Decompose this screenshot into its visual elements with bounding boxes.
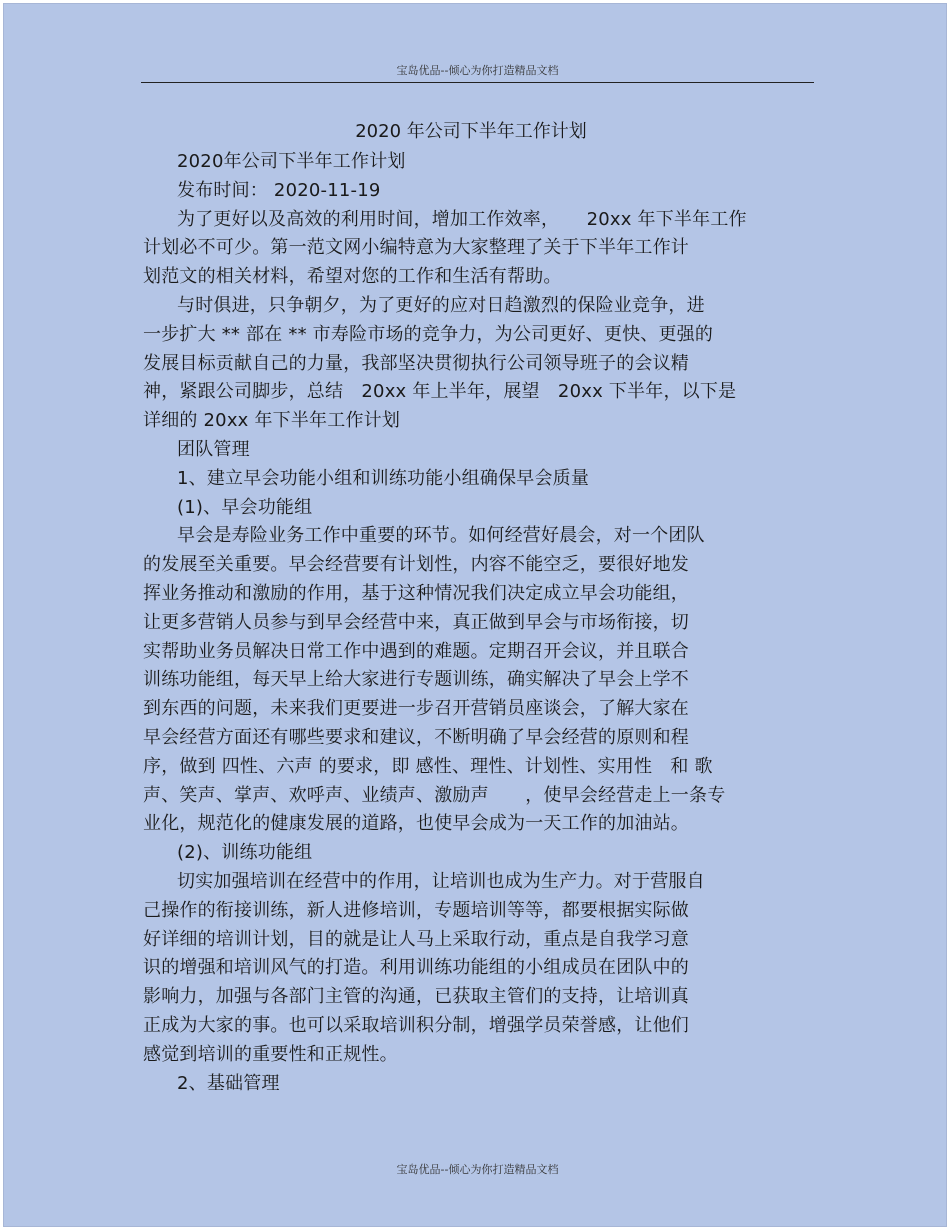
paragraph-line: 切实加强培训在经营中的作用，让培训也成为生产力。对于营服自 xyxy=(177,870,705,892)
paragraph-line: 实帮助业务员解决日常工作中遇到的难题。定期召开会议，并且联合 xyxy=(143,640,689,662)
paragraph-line: 1、建立早会功能小组和训练功能小组确保早会质量 xyxy=(177,467,590,489)
page-header: 宝岛优品--倾心为你打造精品文档 xyxy=(141,60,814,83)
paragraph-line: 正成为大家的事。也可以采取培训积分制，增强学员荣誉感，让他们 xyxy=(143,1014,689,1036)
page-footer: 宝岛优品--倾心为你打造精品文档 xyxy=(396,1163,559,1176)
paragraph-line: 2020年公司下半年工作计划 xyxy=(177,151,406,172)
paragraph-line: 计划必不可少。第一范文网小编特意为大家整理了关于下半年工作计 xyxy=(143,237,689,259)
paragraph-line: 声、笑声、掌声、欢呼声、业绩声、激励声 ，使早会经营走上一条专 xyxy=(143,784,726,806)
paragraph-line: 与时俱进，只争朝夕，为了更好的应对日趋激烈的保险业竞争，进 xyxy=(177,294,705,316)
paragraph-line: 的发展至关重要。早会经营要有计划性，内容不能空乏，要很好地发 xyxy=(143,554,689,576)
paragraph-line: 己操作的衔接训练，新人进修培训，专题培训等等，都要根据实际做 xyxy=(143,899,689,921)
paragraph-line: 感觉到培训的重要性和正规性。 xyxy=(143,1043,398,1065)
paragraph-line: 好详细的培训计划，目的就是让人马上采取行动，重点是自我学习意 xyxy=(143,928,689,950)
paragraph-line: 神，紧跟公司脚步，总结 20xx 年上半年，展望 20xx 下半年，以下是 xyxy=(143,381,737,403)
paragraph-line: (2)、训练功能组 xyxy=(177,842,313,864)
paragraph-line: 挥业务推动和激励的作用，基于这种情况我们决定成立早会功能组， xyxy=(143,582,689,604)
paragraph-line: 发展目标贡献自己的力量，我部坚决贯彻执行公司领导班子的会议精 xyxy=(143,352,689,374)
paragraph-line: 一步扩大 ** 部在 ** 市寿险市场的竞争力，为公司更好、更快、更强的 xyxy=(143,323,714,345)
document-page xyxy=(3,3,947,1227)
paragraph-line: 训练功能组，每天早上给大家进行专题训练，确实解决了早会上学不 xyxy=(143,669,689,691)
paragraph-line: 2、基础管理 xyxy=(177,1072,280,1094)
paragraph-line: 详细的 20xx 年下半年工作计划 xyxy=(143,410,401,432)
paragraph-line: 发布时间： 2020-11-19 xyxy=(177,179,381,201)
paragraph-line: 早会是寿险业务工作中重要的环节。如何经营好晨会，对一个团队 xyxy=(177,525,705,547)
paragraph-line: 早会经营方面还有哪些要求和建议，不断明确了早会经营的原则和程 xyxy=(143,726,689,748)
paragraph-line: 到东西的问题，未来我们更要进一步召开营销员座谈会，了解大家在 xyxy=(143,698,689,720)
paragraph-line: 序，做到 四性、六声 的要求，即 感性、理性、计划性、实用性 和 歌 xyxy=(143,755,713,777)
paragraph-line: (1)、早会功能组 xyxy=(177,496,313,518)
paragraph-line: 识的增强和培训风气的打造。利用训练功能组的小组成员在团队中的 xyxy=(143,957,689,979)
paragraph-line: 影响力，加强与各部门主管的沟通，已获取主管们的支持，让培训真 xyxy=(143,986,689,1008)
paragraph-line: 团队管理 xyxy=(177,438,250,460)
paragraph-line: 为了更好以及高效的利用时间，增加工作效率， 20xx 年下半年工作 xyxy=(177,208,747,230)
paragraph-line: 让更多营销人员参与到早会经营中来，真正做到早会与市场衔接，切 xyxy=(143,611,689,633)
document-body xyxy=(143,148,809,1098)
document-title: 2020 年公司下半年工作计划 xyxy=(355,121,587,142)
paragraph-line: 划范文的相关材料，希望对您的工作和生活有帮助。 xyxy=(143,266,562,288)
paragraph-line: 业化，规范化的健康发展的道路，也使早会成为一天工作的加油站。 xyxy=(143,813,689,835)
